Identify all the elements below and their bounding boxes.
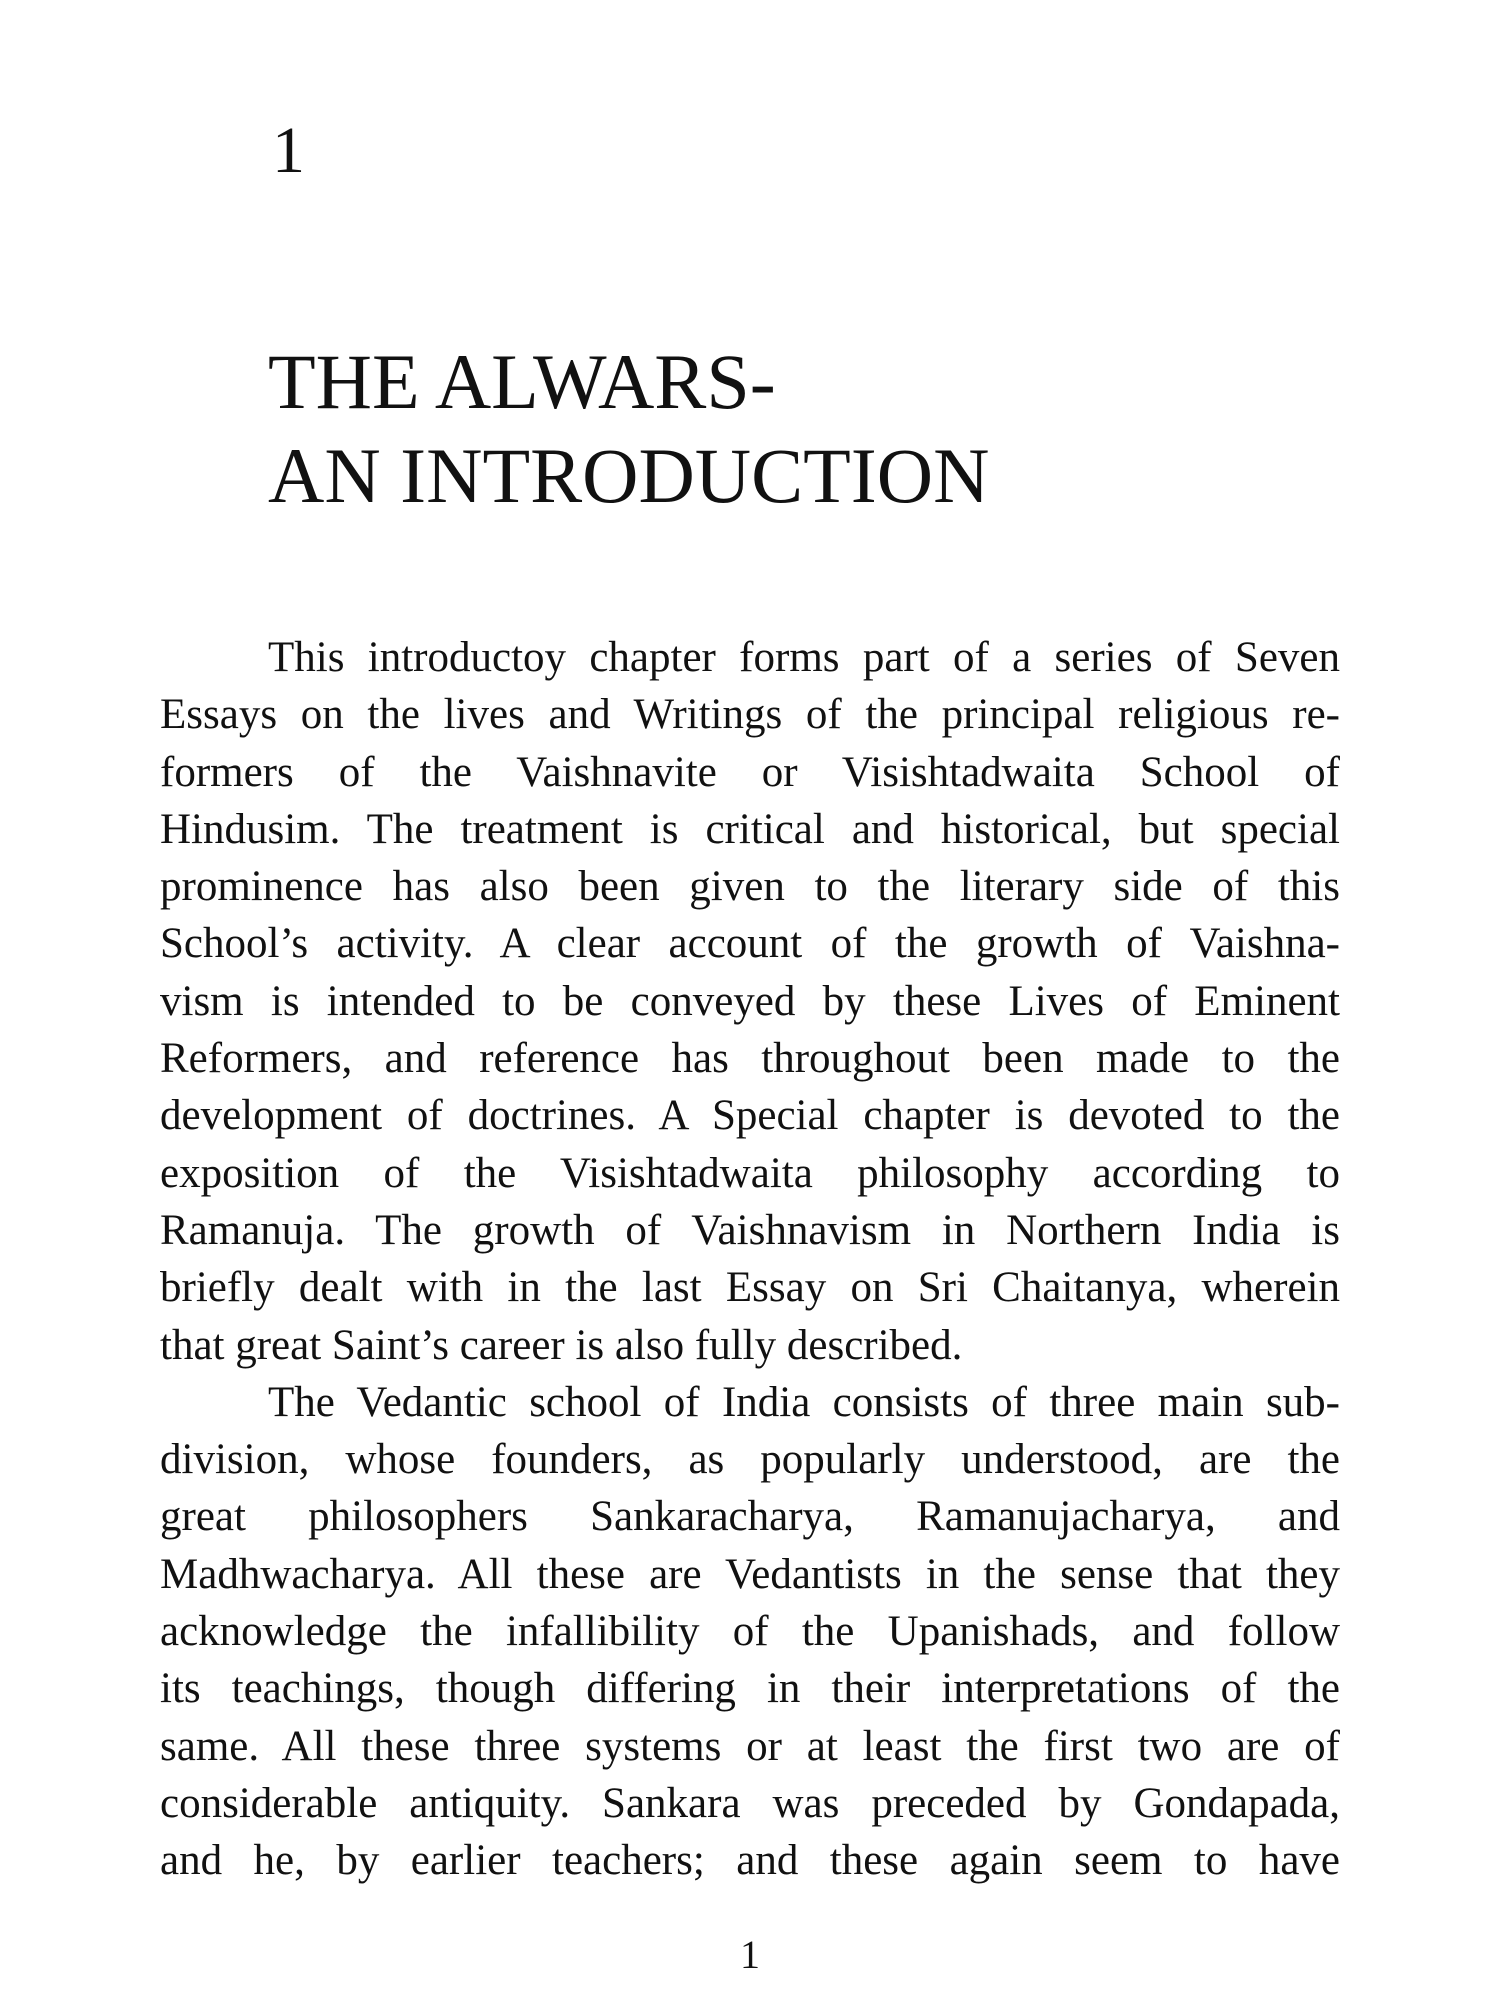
text-line: considerable antiquity. Sankara was preceded by Gondapada, — [160, 1779, 1340, 1827]
text-line: and he, by earlier teachers; and these again seem to have — [160, 1837, 1340, 1885]
text-line: Ramanuja. The growth of Vaishnavism in Northern India is — [160, 1206, 1340, 1254]
chapter-title-line: AN INTRODUCTION — [268, 432, 990, 519]
text-line: Hindusim. The treatment is critical and historical, but special — [160, 805, 1340, 853]
text-line: Madhwacharya. All these are Vedantists in the sense that they — [160, 1550, 1340, 1598]
text-line: Essays on the lives and Writings of the principal religious re- — [160, 691, 1340, 739]
text-line: vism is intended to be conveyed by these Lives of Eminent — [160, 977, 1340, 1025]
text-line: This introductoy chapter forms part of a series of Seven — [268, 634, 1340, 681]
text-line: prominence has also been given to the literary side of this — [160, 863, 1340, 911]
text-line: Reformers, and reference has throughout been made to the — [160, 1035, 1340, 1083]
text-line: acknowledge the infallibility of the Upanishads, and follow — [160, 1608, 1340, 1656]
text-line: The Vedantic school of India consists of three main sub- — [268, 1378, 1340, 1426]
text-line: division, whose founders, as popularly understood, are the — [160, 1436, 1340, 1484]
chapter-title — [268, 335, 989, 523]
text-line: development of doctrines. A Special chapter is devoted to the — [160, 1092, 1340, 1140]
text-line: formers of the Vaishnavite or Visishtadwaita School of — [160, 748, 1340, 796]
chapter-number: 1 — [272, 114, 305, 187]
text-line: exposition of the Visishtadwaita philosophy according to — [160, 1149, 1340, 1197]
page-number: 1 — [740, 1932, 760, 1977]
text-line: great philosophers Sankaracharya, Ramanujacharya, and — [160, 1493, 1340, 1541]
text-line: School’s activity. A clear account of the growth of Vaishna- — [160, 920, 1340, 968]
text-line: its teachings, though differing in their interpretations of the — [160, 1665, 1340, 1713]
text-line: briefly dealt with in the last Essay on Sri Chaitanya, wherein — [160, 1264, 1340, 1312]
chapter-title-line: THE ALWARS- — [268, 338, 776, 425]
body-text — [160, 629, 1340, 1890]
paragraph-2 — [160, 1374, 1340, 1890]
text-line: that great Saint’s career is also fully described. — [160, 1321, 963, 1369]
text-line: same. All these three systems or at least the first two are of — [160, 1722, 1340, 1770]
paragraph-1 — [160, 629, 1340, 1374]
